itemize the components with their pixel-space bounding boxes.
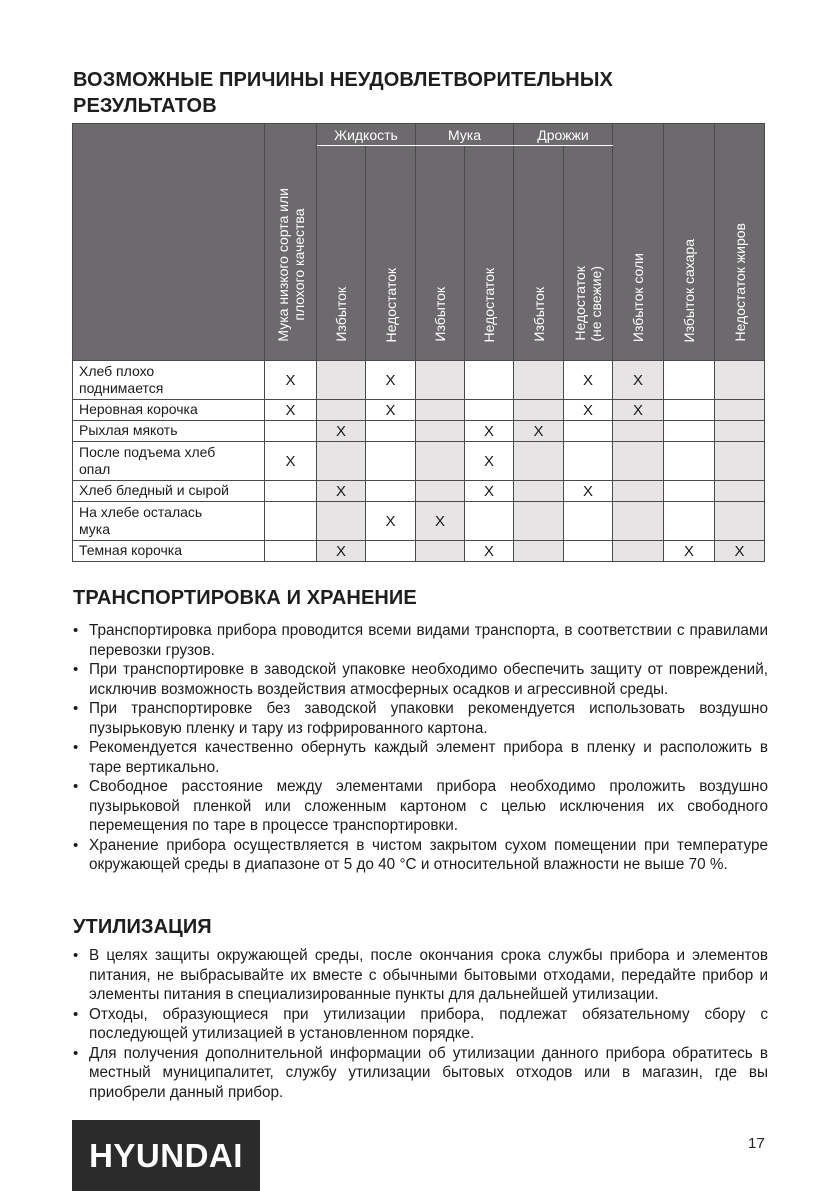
list-item-text: При транспортировке без заводской упаковки рекомендуется использовать воздушно пузырьковую пленку и тару из гофрированного картона. (89, 700, 768, 737)
row-label-line: После подъема хлеб (79, 443, 216, 460)
row-label (73, 481, 265, 502)
list-item-text: Рекомендуется качественно обернуть каждый элемент прибора в пленку и расположить в таре вертикально. (89, 739, 768, 776)
col-header-flour-excess: Избыток (416, 146, 465, 361)
table-cell-mark: X (465, 541, 514, 562)
table-cell-mark: X (317, 421, 366, 442)
bullet-icon: • (73, 622, 79, 639)
table-cell-empty (265, 481, 317, 502)
table-cell-empty (366, 442, 416, 481)
table-row (73, 481, 765, 502)
table-cell-empty (514, 502, 564, 541)
row-label (73, 421, 265, 442)
col-header-flour-shortage: Недостаток (465, 146, 514, 361)
table-cell-empty (317, 502, 366, 541)
table-cell-empty (514, 541, 564, 562)
table-cell-empty (265, 421, 317, 442)
table-cell-empty (416, 400, 465, 421)
table-cell-empty (416, 541, 465, 562)
row-label (73, 442, 265, 481)
list-item (72, 660, 768, 699)
table-cell-empty (664, 421, 715, 442)
row-label (73, 541, 265, 562)
col-header-flour-quality: Мука низкого сорта или плохого качества (265, 124, 317, 361)
row-label-line: Хлеб бледный и сырой (79, 482, 229, 498)
row-label-line: Хлеб плохо (79, 362, 155, 379)
table-cell-mark: X (564, 481, 613, 502)
col-header-yeast-excess: Избыток (514, 146, 564, 361)
disposal-list (72, 946, 768, 1102)
table-cell-empty (613, 541, 664, 562)
row-label (73, 361, 265, 400)
table-cell-mark: X (265, 442, 317, 481)
list-item-text: Свободное расстояние между элементами прибора необходимо проложить воздушно пузырьковой пленкой или сложенным картоном с целью исключения их свободного перемещения по таре в процессе транспортировки. (89, 778, 768, 834)
brand-logo (72, 1120, 260, 1191)
list-item-text: Для получения дополнительной информации об утилизации данного прибора обратитесь в местный муниципалитет, службу утилизации бытовых отходов или в магазин, где вы приобрели данный прибор. (89, 1044, 768, 1101)
table-row (73, 421, 765, 442)
table-cell-mark: X (366, 502, 416, 541)
table-cell-empty (715, 421, 765, 442)
list-item (72, 699, 768, 738)
table-cell-mark: X (265, 400, 317, 421)
table-cell-mark: X (613, 361, 664, 400)
table-cell-empty (514, 481, 564, 502)
table-cell-mark: X (366, 400, 416, 421)
list-item (72, 738, 768, 777)
table-cell-empty (664, 502, 715, 541)
section-title-line2: РЕЗУЛЬТАТОВ (73, 95, 217, 117)
table-cell-empty (465, 400, 514, 421)
list-item (72, 946, 768, 1005)
table-cell-empty (613, 421, 664, 442)
table-body (73, 361, 765, 562)
table-cell-mark: X (514, 421, 564, 442)
section-title-disposal: УТИЛИЗАЦИЯ (73, 916, 212, 938)
table-cell-mark: X (664, 541, 715, 562)
section-title-causes (73, 67, 613, 119)
table-cell-empty (317, 442, 366, 481)
table-cell-empty (366, 541, 416, 562)
list-item-text: При транспортировке в заводской упаковке необходимо обеспечить защиту от повреждений, исключив возможность воздействия атмосферных осадков и агрессивной среды. (89, 661, 768, 698)
group-header-flour: Мука (416, 124, 514, 146)
col-header-fat-shortage: Недостаток жиров (715, 124, 765, 361)
table-cell-mark: X (613, 400, 664, 421)
col-header-liquid-excess: Избыток (317, 146, 366, 361)
row-label-line: мука (79, 520, 111, 537)
bullet-icon: • (73, 739, 79, 756)
table-row (73, 361, 765, 400)
table-row (73, 541, 765, 562)
bullet-icon: • (73, 947, 79, 964)
col-header-yeast-shortage: Недостаток (не свежие) (564, 146, 613, 361)
page-number: 17 (748, 1135, 765, 1152)
col-header-salt-excess: Избыток соли (613, 124, 664, 361)
table-cell-empty (416, 442, 465, 481)
table-cell-empty (564, 421, 613, 442)
bullet-icon: • (73, 778, 79, 795)
table-cell-empty (715, 361, 765, 400)
table-cell-mark: X (317, 541, 366, 562)
bullet-icon: • (73, 700, 79, 717)
table-cell-mark: X (465, 421, 514, 442)
list-item (72, 621, 768, 660)
table-row (73, 400, 765, 421)
table-cell-empty (715, 400, 765, 421)
table-cell-empty (465, 502, 514, 541)
list-item-text: В целях защиты окружающей среды, после окончания срока службы прибора и элементов питания, не выбрасывайте их вместе с обычными бытовыми отходами, передайте прибор и элементы питания в специализированные пункты для дальнейшей утилизации. (89, 947, 768, 1003)
bullet-icon: • (73, 661, 79, 678)
bullet-icon: • (73, 1005, 79, 1023)
table-cell-mark: X (564, 361, 613, 400)
table-cell-mark: X (465, 442, 514, 481)
list-item (72, 836, 768, 875)
table-cell-empty (664, 361, 715, 400)
row-label-line: Рыхлая мякоть (79, 422, 178, 438)
table-cell-empty (514, 442, 564, 481)
table-cell-mark: X (416, 502, 465, 541)
table-cell-empty (265, 541, 317, 562)
list-item-text: Хранение прибора осуществляется в чистом закрытом сухом помещении при температуре окружающей среды в диапазоне от 5 до 40 °С и относительной влажности не выше 70 %. (89, 836, 768, 873)
table-cell-empty (416, 361, 465, 400)
row-label-line: поднимается (79, 379, 164, 396)
table-cell-empty (514, 361, 564, 400)
table-row (73, 502, 765, 541)
table-cell-empty (317, 361, 366, 400)
col-header-sugar-excess: Избыток сахара (664, 124, 715, 361)
table-cell-empty (613, 442, 664, 481)
table-cell-mark: X (465, 481, 514, 502)
table-cell-mark: X (715, 541, 765, 562)
group-header-yeast: Дрожжи (514, 124, 613, 146)
causes-table (72, 123, 765, 562)
transport-list (72, 621, 768, 875)
row-label-line: Темная корочка (79, 542, 183, 558)
row-label-line: опал (79, 460, 111, 477)
table-corner (73, 124, 265, 361)
row-label-line: На хлебе осталась (79, 503, 203, 520)
table-cell-mark: X (265, 361, 317, 400)
table-cell-empty (514, 400, 564, 421)
table-cell-empty (664, 481, 715, 502)
section-title-transport: ТРАНСПОРТИРОВКА И ХРАНЕНИЕ (73, 587, 417, 609)
table-cell-empty (265, 502, 317, 541)
col-header-liquid-shortage: Недостаток (366, 146, 416, 361)
table-cell-empty (416, 421, 465, 442)
table-cell-empty (564, 442, 613, 481)
list-item-text: Транспортировка прибора проводится всеми видами транспорта, в соответствии с правилами перевозки грузов. (89, 622, 768, 659)
table-row (73, 442, 765, 481)
table-cell-empty (613, 502, 664, 541)
row-label (73, 400, 265, 421)
row-label (73, 502, 265, 541)
list-item-text: Отходы, образующиеся при утилизации прибора, подлежат обязательному сбору с последующей утилизацией в установленном порядке. (89, 1005, 768, 1042)
group-header-liquid: Жидкость (317, 124, 416, 146)
brand-logo-text: HYUNDAI (89, 1136, 243, 1174)
table-cell-empty (613, 481, 664, 502)
row-label-line: Неровная корочка (79, 401, 198, 417)
list-item (72, 1044, 768, 1103)
table-cell-empty (465, 361, 514, 400)
table-cell-empty (715, 502, 765, 541)
table-cell-empty (664, 400, 715, 421)
table-cell-empty (715, 481, 765, 502)
table-cell-empty (317, 400, 366, 421)
list-item (72, 777, 768, 836)
table-cell-mark: X (366, 361, 416, 400)
table-cell-empty (664, 442, 715, 481)
list-item (72, 1005, 768, 1044)
table-cell-empty (564, 541, 613, 562)
table-cell-empty (416, 481, 465, 502)
bullet-icon: • (73, 836, 79, 854)
table-cell-empty (564, 502, 613, 541)
table-cell-mark: X (317, 481, 366, 502)
table-cell-empty (715, 442, 765, 481)
bullet-icon: • (73, 1044, 79, 1062)
table-cell-mark: X (564, 400, 613, 421)
table-cell-empty (366, 421, 416, 442)
table-cell-empty (366, 481, 416, 502)
section-title-line1: ВОЗМОЖНЫЕ ПРИЧИНЫ НЕУДОВЛЕТВОРИТЕЛЬНЫХ (73, 69, 613, 91)
